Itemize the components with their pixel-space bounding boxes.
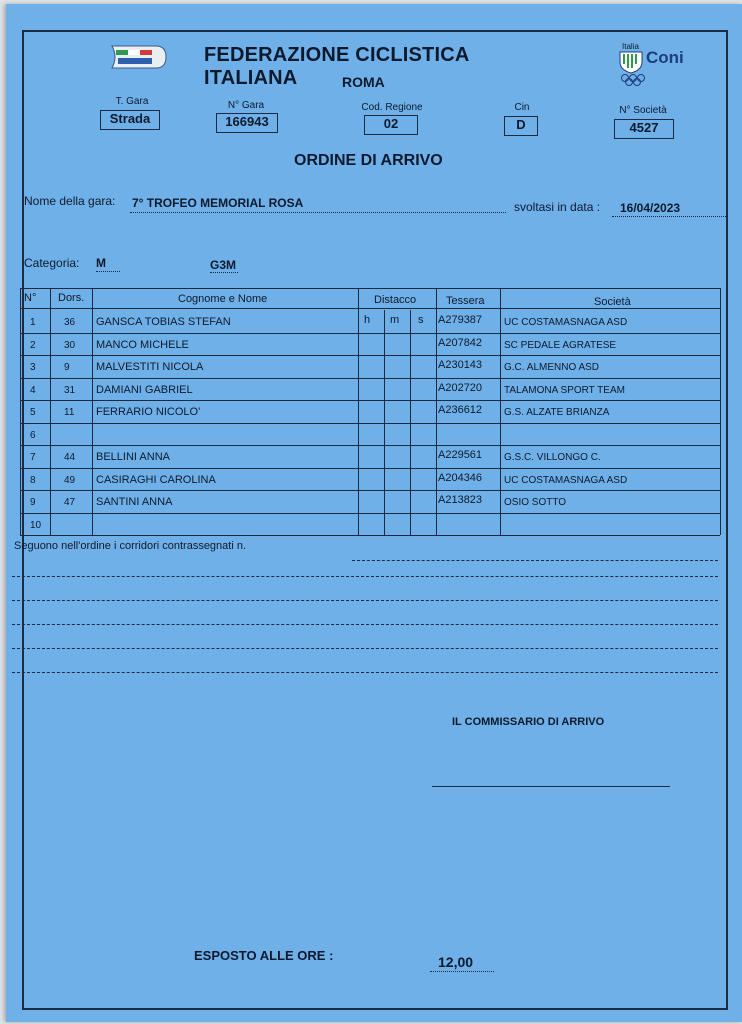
column-divider: [92, 288, 93, 535]
category-dots: [96, 271, 120, 272]
row-divider: [20, 490, 720, 491]
row-number[interactable]: 8: [30, 474, 36, 486]
row-societa[interactable]: OSIO SOTTO: [504, 497, 567, 508]
row-dorsal[interactable]: 11: [64, 407, 75, 418]
column-divider: [358, 288, 359, 535]
race-name-label: Nome della gara:: [24, 194, 116, 208]
row-number[interactable]: 10: [30, 519, 42, 531]
col-header-distacco: Distacco: [374, 294, 417, 306]
following-text: Seguono nell'ordine i corridori contrassegnati n.: [14, 540, 247, 552]
row-divider: [20, 535, 720, 536]
row-number[interactable]: 7: [30, 452, 36, 463]
tipo-gara-label: T. Gara: [115, 96, 149, 107]
race-name-dots: [130, 212, 506, 213]
race-name-value[interactable]: 7° TROFEO MEMORIAL ROSA: [132, 196, 304, 210]
row-name[interactable]: BELLINI ANNA: [96, 451, 170, 463]
row-divider: [20, 400, 720, 401]
federation-city: ROMA: [342, 74, 385, 90]
row-societa[interactable]: G.S.C. VILLONGO C.: [504, 452, 601, 463]
cod-regione-field[interactable]: 02: [364, 115, 418, 135]
row-divider: [20, 468, 720, 469]
row-societa[interactable]: UC COSTAMASNAGA ASD: [504, 317, 628, 328]
col-header-dors: Dors.: [58, 292, 85, 304]
row-name[interactable]: MALVESTITI NICOLA: [96, 361, 204, 373]
col-header-tessera: Tessera: [446, 295, 485, 307]
row-tessera[interactable]: A202720: [438, 381, 483, 394]
col-header-s: s: [418, 314, 424, 326]
column-divider: [50, 288, 51, 535]
row-tessera[interactable]: A279387: [438, 314, 483, 326]
row-number[interactable]: 6: [30, 429, 36, 441]
following-line-3: [12, 600, 718, 601]
row-name[interactable]: SANTINI ANNA: [96, 496, 173, 508]
column-divider: [500, 288, 501, 535]
col-header-m: m: [390, 314, 400, 326]
row-tessera[interactable]: A229561: [438, 449, 483, 461]
n-gara-field[interactable]: 166943: [216, 113, 278, 133]
n-gara-label: N° Gara: [227, 100, 265, 111]
row-dorsal[interactable]: 36: [64, 317, 76, 328]
row-number[interactable]: 1: [30, 317, 36, 328]
row-name[interactable]: GANSCA TOBIAS STEFAN: [96, 316, 231, 328]
coni-logo-small: Italia: [622, 42, 639, 51]
coni-logo-text: Coni: [646, 48, 684, 67]
following-line-1: [352, 560, 718, 561]
cin-field[interactable]: D: [504, 116, 538, 136]
document-title: ORDINE DI ARRIVO: [294, 152, 443, 169]
row-number[interactable]: 5: [30, 407, 36, 418]
row-name[interactable]: DAMIANI GABRIEL: [96, 383, 193, 396]
following-line-4: [12, 624, 718, 625]
row-number[interactable]: 4: [30, 384, 36, 396]
row-name[interactable]: FERRARIO NICOLO': [96, 406, 201, 418]
n-societa-field[interactable]: 4527: [614, 119, 674, 139]
row-divider: [20, 423, 720, 424]
row-tessera[interactable]: A204346: [438, 471, 483, 484]
row-dorsal[interactable]: 44: [64, 452, 76, 463]
following-line-2: [12, 576, 718, 577]
row-divider: [20, 378, 720, 379]
col-header-h: h: [364, 314, 371, 326]
row-societa[interactable]: SC PEDALE AGRATESE: [504, 339, 617, 351]
row-dorsal[interactable]: 30: [64, 339, 76, 351]
federation-title: FEDERAZIONE CICLISTICA ITALIANA: [204, 44, 469, 89]
row-tessera[interactable]: A207842: [438, 336, 483, 349]
row-number[interactable]: 9: [30, 497, 36, 508]
row-dorsal[interactable]: 49: [64, 474, 76, 486]
following-line-5: [12, 648, 718, 649]
row-societa[interactable]: G.S. ALZATE BRIANZA: [504, 407, 610, 418]
column-divider: [410, 310, 411, 535]
category-label: Categoria:: [24, 256, 80, 270]
category-class-dots: [210, 272, 238, 273]
cod-regione-label: Cod. Regione: [361, 102, 423, 113]
form-sheet: [6, 4, 742, 1022]
row-divider: [20, 355, 720, 356]
n-societa-label: N° Società: [619, 105, 667, 116]
esposto-label: ESPOSTO ALLE ORE :: [194, 948, 334, 963]
row-divider: [20, 445, 720, 446]
row-tessera[interactable]: A236612: [438, 404, 483, 416]
tipo-gara-field[interactable]: Strada: [100, 110, 160, 130]
row-number[interactable]: 3: [30, 362, 36, 373]
row-dorsal[interactable]: 31: [64, 384, 76, 396]
esposto-dots: [430, 971, 494, 972]
row-tessera[interactable]: A213823: [438, 494, 483, 506]
column-divider: [436, 288, 437, 535]
row-dorsal[interactable]: 9: [64, 362, 70, 373]
following-line-6: [12, 672, 718, 673]
signature-line[interactable]: [432, 786, 670, 787]
row-number[interactable]: 2: [30, 339, 36, 351]
row-name[interactable]: MANCO MICHELE: [96, 338, 189, 351]
form-frame: [22, 30, 728, 1010]
col-header-n: N°: [24, 292, 37, 304]
column-divider: [720, 288, 721, 535]
category-class-value[interactable]: G3M: [210, 258, 237, 272]
row-divider: [20, 333, 720, 334]
column-divider: [20, 288, 21, 535]
commissario-label: IL COMMISSARIO DI ARRIVO: [452, 716, 605, 728]
row-divider: [20, 513, 720, 514]
row-tessera[interactable]: A230143: [438, 359, 483, 371]
row-societa[interactable]: G.C. ALMENNO ASD: [504, 362, 600, 373]
race-date-label: svoltasi in data :: [514, 200, 601, 214]
row-societa[interactable]: TALAMONA SPORT TEAM: [504, 384, 625, 396]
row-societa[interactable]: UC COSTAMASNAGA ASD: [504, 474, 628, 486]
column-divider: [384, 310, 385, 535]
category-value[interactable]: M: [96, 256, 106, 270]
row-dorsal[interactable]: 47: [64, 497, 76, 508]
col-header-name: Cognome e Nome: [178, 293, 268, 305]
row-name[interactable]: CASIRAGHI CAROLINA: [96, 473, 216, 486]
race-date-value[interactable]: 16/04/2023: [620, 201, 681, 215]
col-header-societa: Società: [594, 296, 631, 308]
cin-label: Cin: [514, 102, 530, 113]
esposto-value[interactable]: 12,00: [438, 954, 474, 970]
race-date-dots: [612, 216, 726, 217]
